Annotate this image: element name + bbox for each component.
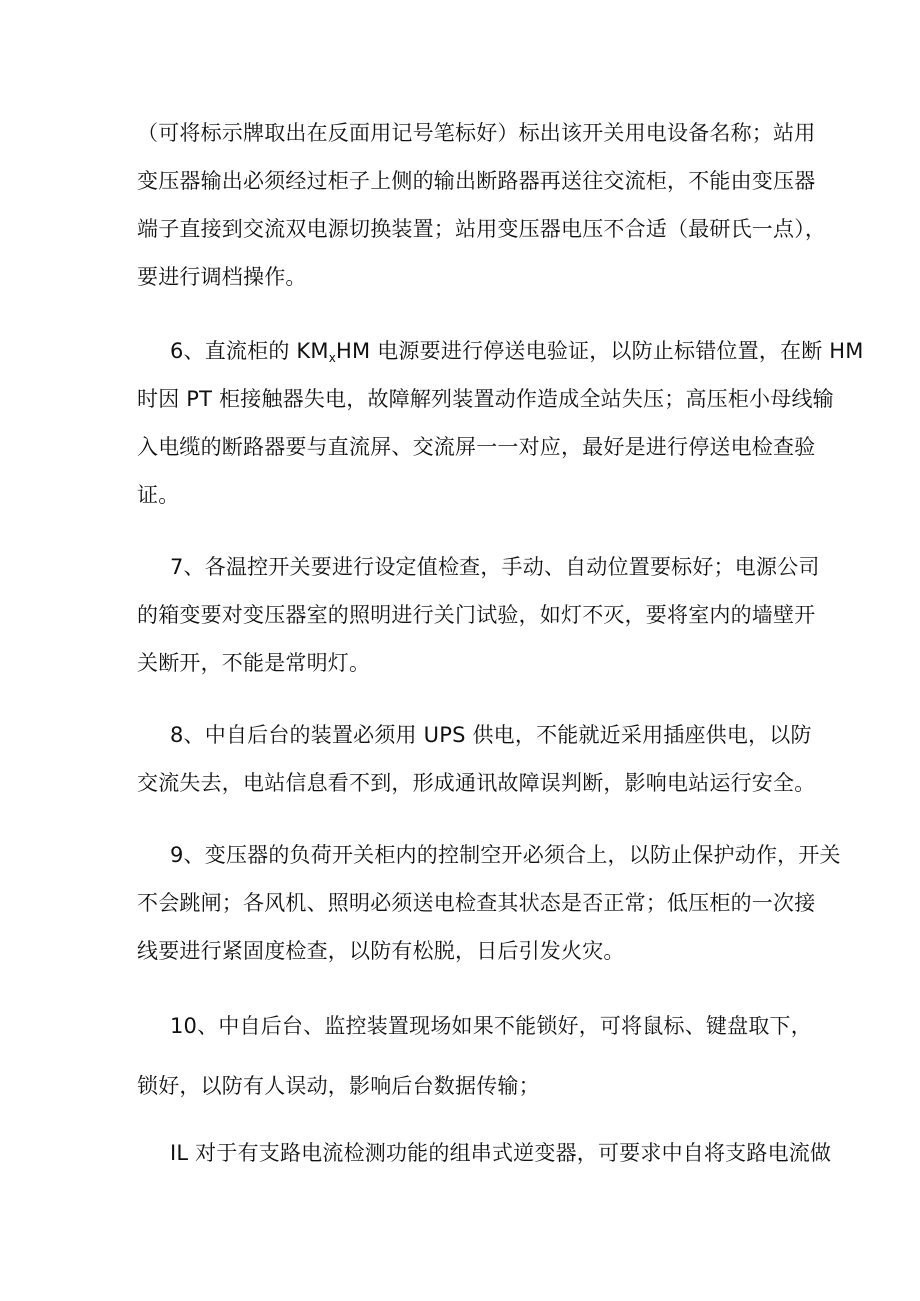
text-fragment: HM 电源要进行停送电验证，以防止标错位置，在断 HM [336, 339, 864, 363]
text-line: 交流失去，电站信息看不到，形成通讯故障误判断，影响电站运行安全。 [137, 771, 816, 795]
text-line: 变压器输出必须经过柜子上侧的输出断路器再送往交流柜，不能由变压器 [137, 169, 816, 193]
text-line: 7、各温控开关要进行设定值检查，手动、自动位置要标好；电源公司 [170, 555, 820, 579]
item-7-line [0, 553, 920, 581]
item-10-line [0, 1012, 920, 1040]
item-7-line [0, 649, 920, 677]
text-line: 时因 PT 柜接触器失电，故障解列装置动作造成全站失压；高压柜小母线输 [137, 387, 834, 411]
text-fragment: 6、直流柜的 KM [170, 339, 329, 363]
item-7-line [0, 601, 920, 629]
item-8-line [0, 769, 920, 797]
text-line: 要进行调档操作。 [137, 265, 307, 289]
text-line: 的箱变要对变压器室的照明进行关门试验，如灯不灭，要将室内的墙壁开 [137, 603, 816, 627]
subscript: x [328, 351, 337, 365]
text-line: 端子直接到交流双电源切换装置；站用变压器电压不合适（最研氏一点）， [137, 217, 827, 241]
item-9-line [0, 937, 920, 965]
item-6-line [0, 385, 920, 413]
text-line: IL 对于有支路电流检测功能的组串式逆变器，可要求中自将支路电流做 [170, 1141, 832, 1165]
item-9-line [0, 841, 920, 869]
item-6-line [0, 481, 920, 509]
paragraph-line [0, 119, 920, 147]
text-line: 入电缆的断路器要与直流屏、交流屏一一对应，最好是进行停送电检查验 [137, 435, 816, 459]
text-line: 线要进行紧固度检查，以防有松脱，日后引发火灾。 [137, 939, 625, 963]
text-line: 10、中自后台、监控装置现场如果不能锁好，可将鼠标、键盘取下， [170, 1014, 812, 1038]
paragraph-line [0, 215, 920, 243]
text-line: 锁好，以防有人误动，影响后台数据传输； [137, 1074, 540, 1098]
text-line: 8、中自后台的装置必须用 UPS 供电，不能就近采用插座供电，以防 [170, 723, 812, 747]
item-11-line [0, 1139, 920, 1167]
item-6-line [0, 433, 920, 461]
text-line: 不会跳闸；各风机、照明必须送电检查其状态是否正常；低压柜的一次接 [137, 891, 816, 915]
text-line: （可将标示牌取出在反面用记号笔标好）标出该开关用电设备名称；站用 [137, 121, 816, 145]
item-8-line [0, 721, 920, 749]
item-6-line [0, 337, 920, 365]
paragraph-line [0, 263, 920, 291]
item-10-line [0, 1072, 920, 1100]
item-6-line1 [170, 337, 864, 365]
text-line: 关断开，不能是常明灯。 [137, 651, 371, 675]
paragraph-line [0, 167, 920, 195]
text-line: 证。 [137, 483, 180, 507]
item-9-line [0, 889, 920, 917]
text-line: 9、变压器的负荷开关柜内的控制空开必须合上，以防止保护动作，开关 [170, 843, 841, 867]
